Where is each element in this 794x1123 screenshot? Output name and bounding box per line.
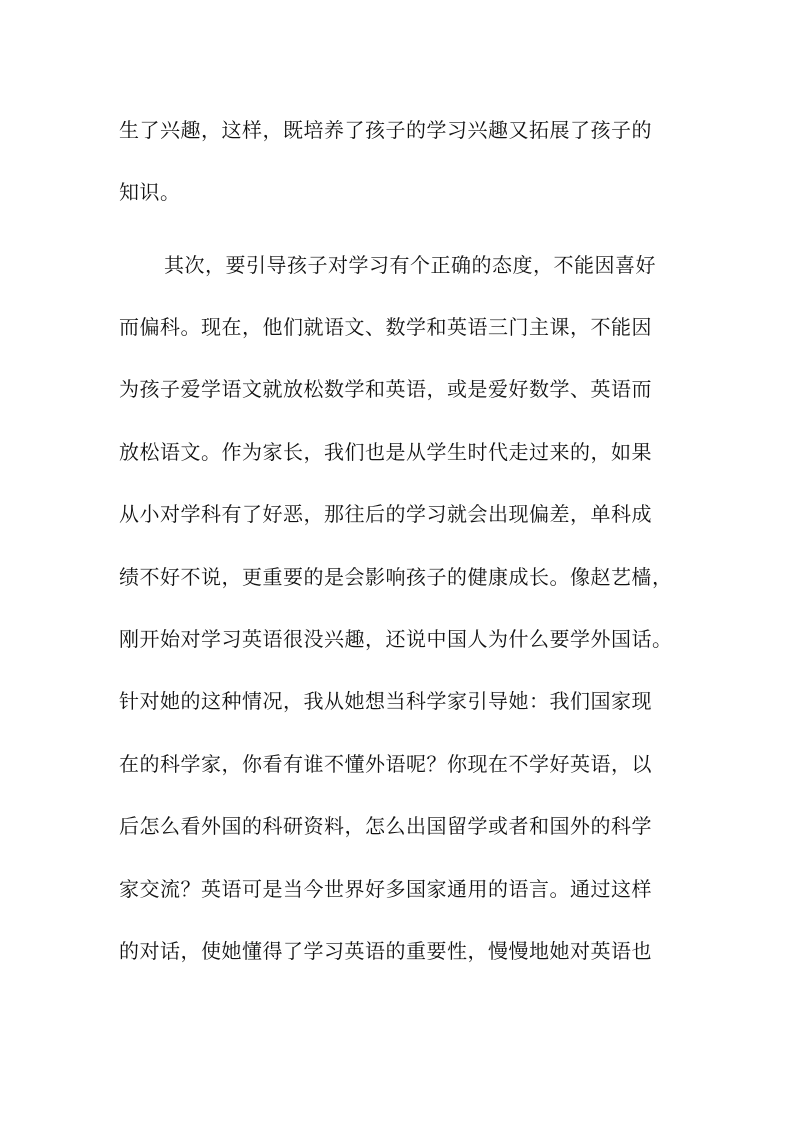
text-line: 绩不好不说，更重要的是会影响孩子的健康成长。像赵艺樯， <box>119 565 673 589</box>
text-line: 放松语文。作为家长，我们也是从学生时代走过来的，如果 <box>119 440 652 464</box>
text-line: 而偏科。现在，他们就语文、数学和英语三门主课，不能因 <box>119 315 652 339</box>
text-line: 的对话，使她懂得了学习英语的重要性，慢慢地她对英语也 <box>119 939 652 963</box>
text-line: 后怎么看外国的科研资料，怎么出国留学或者和国外的科学 <box>119 814 652 838</box>
text-line: 刚开始对学习英语很没兴趣，还说中国人为什么要学外国话。 <box>119 627 673 651</box>
text-line: 知识。 <box>119 180 181 204</box>
text-line: 生了兴趣，这样，既培养了孩子的学习兴趣又拓展了孩子的 <box>119 118 652 142</box>
paragraph-first-line: 其次，要引导孩子对学习有个正确的态度，不能因喜好 <box>164 253 656 277</box>
text-line: 为孩子爱学语文就放松数学和英语，或是爱好数学、英语而 <box>119 377 652 401</box>
text-line: 家交流？英语可是当今世界好多国家通用的语言。通过这样 <box>119 877 652 901</box>
text-line: 从小对学科有了好恶，那往后的学习就会出现偏差，单科成 <box>119 502 652 526</box>
text-line: 在的科学家，你看有谁不懂外语呢？你现在不学好英语，以 <box>119 752 652 776</box>
text-line: 针对她的这种情况，我从她想当科学家引导她：我们国家现 <box>119 689 652 713</box>
